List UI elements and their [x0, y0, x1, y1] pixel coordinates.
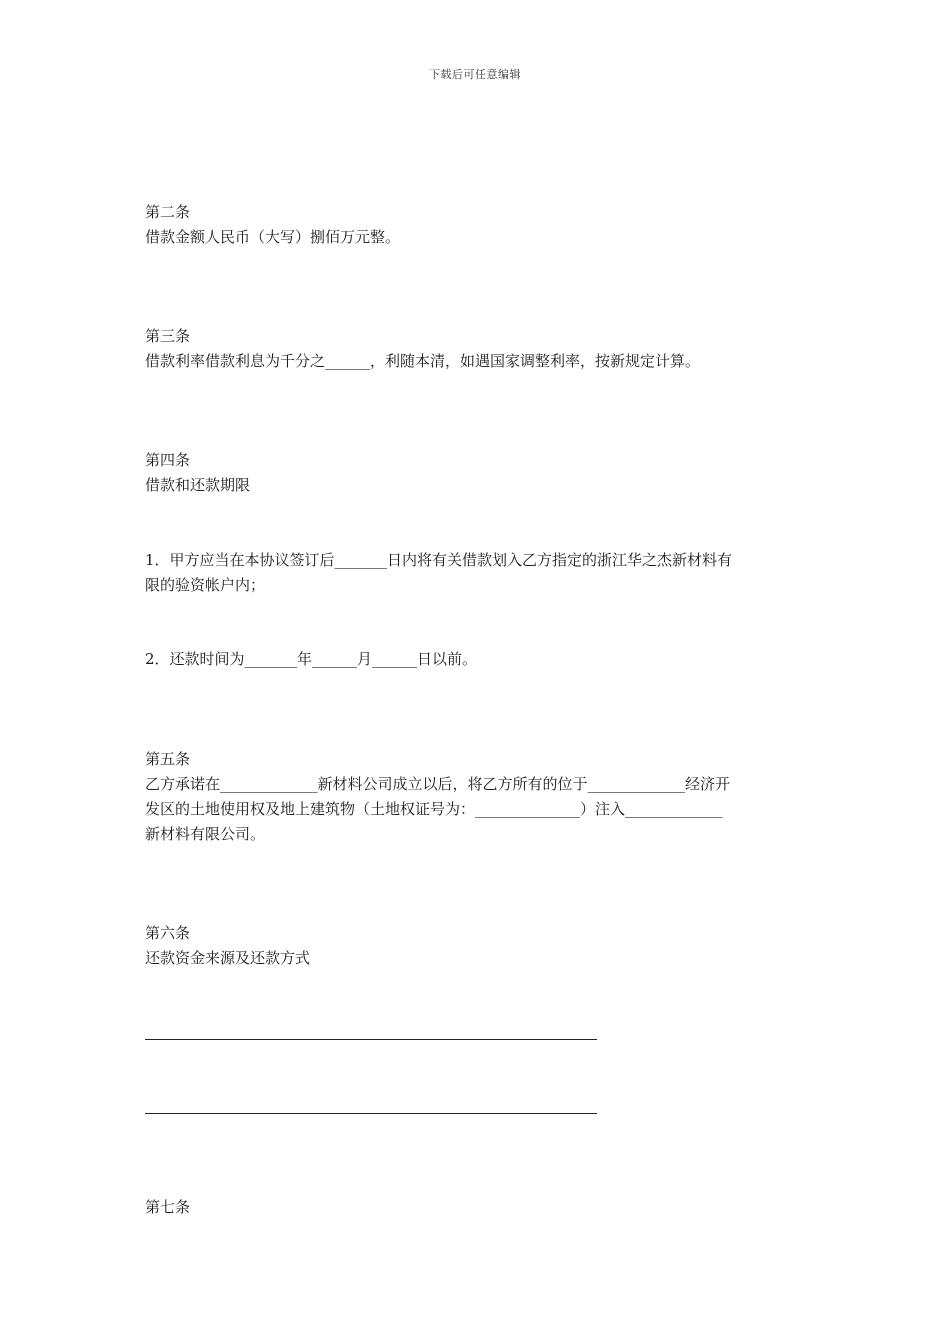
article-7-title: 第七条: [145, 1198, 191, 1216]
article-4-item-2: 2．还款时间为_______年______月______日以前。: [145, 650, 478, 668]
article-2-text: 借款金额人民币（大写）捌佰万元整。: [145, 228, 401, 246]
article-2-title: 第二条: [145, 203, 191, 221]
article-4-title: 第四条: [145, 451, 191, 469]
blank-fill-line-1: [145, 1039, 597, 1040]
article-3-text: 借款利率借款利息为千分之______，利随本清，如遇国家调整利率，按新规定计算。: [145, 352, 701, 370]
article-6-title: 第六条: [145, 924, 191, 942]
article-4-subtitle: 借款和还款期限: [145, 476, 251, 494]
article-3-title: 第三条: [145, 327, 191, 345]
article-5-title: 第五条: [145, 750, 191, 768]
blank-fill-line-2: [145, 1113, 597, 1114]
article-4-item-1-line-1: 1．甲方应当在本协议签订后_______日内将有关借款划入乙方指定的浙江华之杰新材料有: [145, 551, 733, 569]
page-header-note: 下载后可任意编辑: [429, 68, 521, 81]
article-4-item-1-line-2: 限的验资帐户内；: [145, 576, 266, 594]
article-5-line-2: 发区的土地使用权及地上建筑物（土地权证号为：______________）注入_____________: [145, 800, 723, 818]
article-5-line-3: 新材料有限公司。: [145, 825, 266, 843]
article-5-line-1: 乙方承诺在_____________新材料公司成立以后，将乙方所有的位于_____________经济开: [145, 775, 731, 793]
article-6-subtitle: 还款资金来源及还款方式: [145, 949, 311, 967]
